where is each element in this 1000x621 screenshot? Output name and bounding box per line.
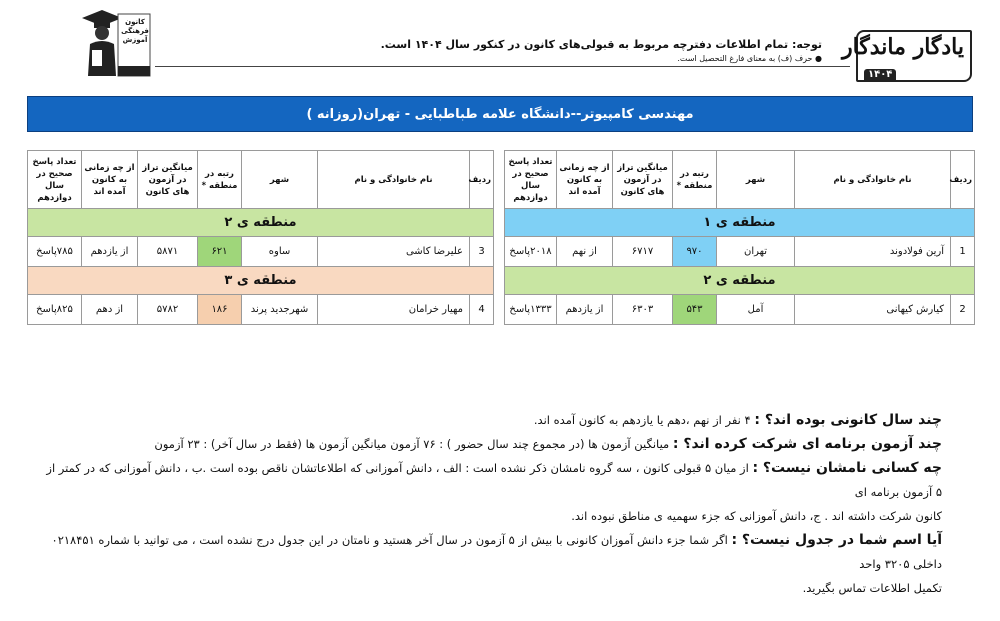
col-rank: رتبه در منطقه * [673, 151, 717, 209]
row-name: علیرضا کاشی [318, 237, 470, 267]
info-para-3 [42, 456, 942, 504]
answer-exams: میانگین آزمون ها (در مجموع چند سال حضور ) : ۷۶ آزمون میانگین آزمون ها (فقط در سال آخر) : ۲۳ آزمون [154, 437, 673, 451]
row-rank: ۹۷۰ [673, 237, 717, 267]
table-row [28, 237, 494, 267]
col-taraz: میانگین تراز در آزمون های کانون [613, 151, 673, 209]
col-name: نام خانوادگی و نام [795, 151, 951, 209]
info-section [42, 408, 942, 600]
zone-label: منطقه ی ۱ [505, 209, 975, 237]
row-name: کیارش کیهانی [795, 295, 951, 325]
question-missing: چه کسانی نامشان نیست؟ : [752, 460, 942, 476]
answer-not-listed-1: اگر شما جزء دانش آموزان کانونی با بیش از ۵ آزمون در سال آخر هستید و نامتان در این جدول درج نشده است ، می توانید با شماره ۰۲۱۸۴۵۱ داخلی ۳۲۰۵ واحد [51, 533, 942, 571]
zone-label: منطقه ی ۲ [505, 267, 975, 295]
table-header-row [28, 151, 494, 209]
info-para-4b: تکمیل اطلاعات تماس بگیرید. [802, 581, 942, 595]
col-name: نام خانوادگی و نام [318, 151, 470, 209]
row-since: از یازدهم [82, 237, 138, 267]
row-since: از یازدهم [557, 295, 613, 325]
row-taraz: ۶۳۰۳ [613, 295, 673, 325]
zone-row [505, 267, 975, 295]
col-rank: رتبه در منطقه * [198, 151, 242, 209]
row-taraz: ۵۷۸۲ [138, 295, 198, 325]
yadegar-logo [841, 30, 972, 82]
zone-label: منطقه ی ۳ [28, 267, 494, 295]
zone-row [28, 267, 494, 295]
page-title: مهندسی کامپیوتر--دانشگاه علامه طباطبایی - تهران(روزانه ) [27, 96, 973, 132]
results-table-left [27, 150, 494, 325]
question-not-listed: آیا اسم شما در جدول نیست؟ : [731, 532, 942, 548]
question-exams: چند آزمون برنامه ای شرکت کرده اند؟ : [672, 436, 942, 452]
table-row [505, 237, 975, 267]
info-para-2 [42, 432, 942, 456]
results-table-right [504, 150, 975, 325]
logo-title: یادگار ماندگار [841, 34, 964, 60]
zone-row [505, 209, 975, 237]
row-name: آرین فولادوند [795, 237, 951, 267]
row-taraz: ۶۷۱۷ [613, 237, 673, 267]
header-divider [155, 66, 850, 67]
row-rank: ۶۲۱ [198, 237, 242, 267]
info-para-4 [42, 528, 942, 576]
answer-missing-1: از میان ۵ قبولی کانون ، سه گروه نامشان ذکر نشده است : الف ، دانش آموزانی که اطلاعاتشان ناقص بوده است .ب ، دانش آموزانی که در کمتر از ۵ آزمون برنامه ای [46, 461, 942, 499]
question-years: چند سال کانونی بوده اند؟ : [754, 412, 942, 428]
table-row [28, 295, 494, 325]
zone-row [28, 209, 494, 237]
kanoon-logo [78, 6, 152, 78]
answer-years: ۴ نفر از نهم ،دهم یا یازدهم به کانون آمده اند. [533, 413, 755, 427]
notice [381, 38, 822, 63]
info-para-3b: کانون شرکت داشته اند . ج، دانش آموزانی که جزء سهمیه ی مناطق نبوده اند. [571, 509, 942, 523]
notice-line-2: ● حرف (ف) به معنای فارغ التحصیل است. [677, 54, 822, 63]
col-city: شهر [242, 151, 318, 209]
row-answers: ۱۳۳۳پاسخ [505, 295, 557, 325]
col-answers: تعداد پاسخ صحیح در سال دوازدهم [505, 151, 557, 209]
table-row [505, 295, 975, 325]
logo-year: ۱۴۰۴ [864, 69, 896, 80]
row-city: ساوه [242, 237, 318, 267]
row-answers: ۲۰۱۸پاسخ [505, 237, 557, 267]
row-name: مهیار خرامان [318, 295, 470, 325]
row-index: 3 [470, 237, 494, 267]
row-city: تهران [717, 237, 795, 267]
page-header [0, 0, 1000, 92]
col-index: ردیف [951, 151, 975, 209]
row-city: شهرجدید پرند [242, 295, 318, 325]
col-since: از چه زمانی به کانون آمده اند [557, 151, 613, 209]
row-answers: ۸۲۵پاسخ [28, 295, 82, 325]
col-taraz: میانگین تراز در آزمون های کانون [138, 151, 198, 209]
logo-text-3: آموزش [122, 36, 148, 44]
notice-line-1: توجه: تمام اطلاعات دفترچه مربوط به قبولی‌های کانون در کنکور سال ۱۴۰۴ است. [380, 38, 822, 51]
row-rank: ۱۸۶ [198, 295, 242, 325]
row-rank: ۵۴۳ [673, 295, 717, 325]
logo-text-2: فرهنگی [121, 27, 149, 35]
col-since: از چه زمانی به کانون آمده اند [82, 151, 138, 209]
zone-label: منطقه ی ۲ [28, 209, 494, 237]
row-index: 4 [470, 295, 494, 325]
row-answers: ۷۸۵پاسخ [28, 237, 82, 267]
col-city: شهر [717, 151, 795, 209]
col-answers: تعداد پاسخ صحیح در سال دوازدهم [28, 151, 82, 209]
row-index: 1 [951, 237, 975, 267]
table-header-row [505, 151, 975, 209]
row-taraz: ۵۸۷۱ [138, 237, 198, 267]
logo-text-1: کانون [125, 18, 145, 26]
row-index: 2 [951, 295, 975, 325]
col-index: ردیف [470, 151, 494, 209]
row-since: از نهم [557, 237, 613, 267]
row-city: آمل [717, 295, 795, 325]
info-para-1 [42, 408, 942, 432]
row-since: از دهم [82, 295, 138, 325]
